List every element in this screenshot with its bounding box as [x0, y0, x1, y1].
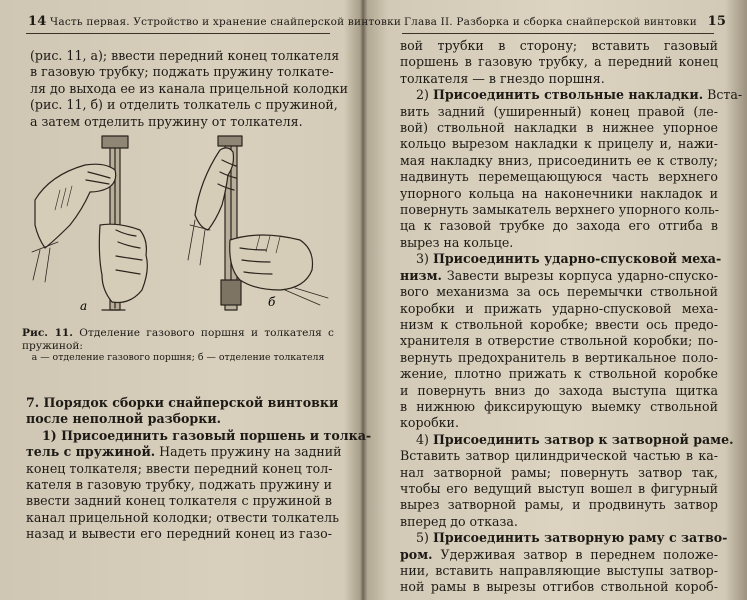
- text-line: вырез затворной рамы, и продвинуть затвор: [400, 497, 718, 513]
- right-text-column: [400, 38, 743, 596]
- left-page-number: 14: [28, 14, 47, 29]
- text-line: вого механизма за ось перемычки ствольной: [400, 284, 718, 300]
- text-line: хранителя в отверстие ствольной коробки; по-: [400, 333, 718, 349]
- section-heading-line: 7. Порядок сборки снайперской винтовки: [26, 395, 339, 410]
- text-line: 4) Присоединить затвор к затворной раме.: [416, 431, 734, 447]
- right-header-rule: [402, 33, 714, 34]
- left-top-paragraph: [30, 48, 349, 130]
- text-line: ля до выхода ее из канала прицельной колодки: [30, 80, 349, 96]
- text-line: в нижнюю фиксирующую выемку ствольной: [400, 398, 718, 414]
- text-line: ца к газовой трубке до захода его отгиба в: [400, 218, 718, 234]
- left-header-rule: [26, 33, 330, 34]
- section-heading-line: после неполной разборки.: [26, 411, 222, 427]
- hands-disassembly-drawing: [30, 130, 330, 315]
- text-line: 1) Присоединить газовый поршень и толка-: [42, 427, 372, 443]
- text-line: 5) Присоединить затворную раму с затво-: [416, 530, 728, 546]
- left-running-head: [28, 14, 401, 29]
- caption-prefix: Рис. 11.: [22, 327, 73, 339]
- figure-11-illustration: [30, 130, 330, 315]
- text-line: конец толкателя; ввести передний конец тол-: [26, 460, 333, 476]
- text-line: толкателя — в гнездо поршня.: [400, 70, 605, 86]
- right-page: [366, 0, 747, 600]
- left-running-head-text: Часть первая. Устройство и хранение снайперской винтовки: [50, 16, 402, 28]
- caption-text: Отделение газового поршня и толкателя с пружиной:: [22, 327, 334, 352]
- figure-label-b: б: [268, 295, 276, 309]
- text-line: надвинуть перемещающуюся часть верхнего: [400, 169, 718, 185]
- text-line: (рис. 11, б) и отделить толкатель с пружиной,: [30, 97, 338, 113]
- caption-sub: а — отделение газового поршня; б — отделение толкателя: [31, 352, 325, 364]
- text-line: (рис. 11, а); ввести передний конец толкателя: [30, 48, 340, 63]
- text-line: поршень в газовую трубку, а передний конец: [400, 54, 718, 70]
- right-page-number: 15: [707, 14, 727, 29]
- text-line: тель с пружиной. Надеть пружину на задний: [26, 444, 342, 460]
- right-running-head-text: Глава II. Разборка и сборка снайперской винтовки: [404, 16, 697, 28]
- text-line: низм. Завести вырезы корпуса ударно-спуско-: [400, 267, 718, 283]
- text-line: низм к ствольной коробке; ввести ось предо-: [400, 316, 718, 332]
- text-line: коробки и прижать ударно-спусковой меха-: [400, 300, 718, 316]
- figure-caption: [22, 327, 334, 365]
- text-line: жение, плотно прижать к ствольной коробке: [400, 366, 718, 382]
- figure-label-a: а: [80, 299, 88, 313]
- text-line: канал прицельной колодки; отвести толкатель: [26, 509, 339, 525]
- text-line: 2) Присоединить ствольные накладки. Вста-: [416, 87, 743, 103]
- left-section-7: [26, 395, 372, 543]
- text-line: 3) Присоединить ударно-спусковой меха-: [416, 251, 722, 267]
- right-running-head: [404, 14, 726, 29]
- text-line: нал затворной рамы; повернуть затвор так,: [400, 464, 718, 480]
- text-line: и повернуть вниз до захода выступа щитка: [400, 382, 718, 398]
- text-line: назад и вывести его передний конец из газо-: [26, 526, 332, 542]
- text-line: упорного кольца на наконечники накладок и: [400, 185, 718, 201]
- text-line: вырез на кольце.: [400, 234, 514, 250]
- text-line: вернуть предохранитель в вертикальное поло-: [400, 349, 718, 365]
- text-line: коробки.: [400, 415, 459, 431]
- text-line: кателя в газовую трубку, поджать пружину и: [26, 477, 332, 493]
- text-line: вперед до отказа.: [400, 513, 518, 529]
- text-line: ной рамы в вырезы отгибов ствольной короб-: [400, 579, 718, 595]
- text-line: чтобы его ведущий выступ вошел в фигурный: [400, 480, 718, 496]
- text-line: а затем отделить пружину от толкателя.: [30, 113, 303, 129]
- text-line: вой) ствольной накладки в нижнее упорное: [400, 120, 718, 136]
- text-line: ввести задний конец толкателя с пружиной в: [26, 493, 332, 509]
- text-line: Вставить затвор цилиндрической частью в ка-: [400, 448, 718, 464]
- text-line: ром. Удерживая затвор в переднем положе-: [400, 546, 718, 562]
- text-line: в газовую трубку; поджать пружину толкате-: [30, 64, 334, 80]
- text-line: кольцо вырезом накладки к прицелу и, нажи-: [400, 136, 718, 152]
- text-line: вить задний (уширенный) конец правой (ле-: [400, 103, 718, 119]
- text-line: нии, вставить направляющие выступы затвор-: [400, 563, 718, 578]
- text-line: повернуть замыкатель верхнего упорного коль-: [400, 202, 719, 218]
- text-line: мая накладку вниз, присоединить ее к стволу;: [400, 152, 718, 168]
- text-line: вой трубки в сторону; вставить газовый: [400, 38, 718, 53]
